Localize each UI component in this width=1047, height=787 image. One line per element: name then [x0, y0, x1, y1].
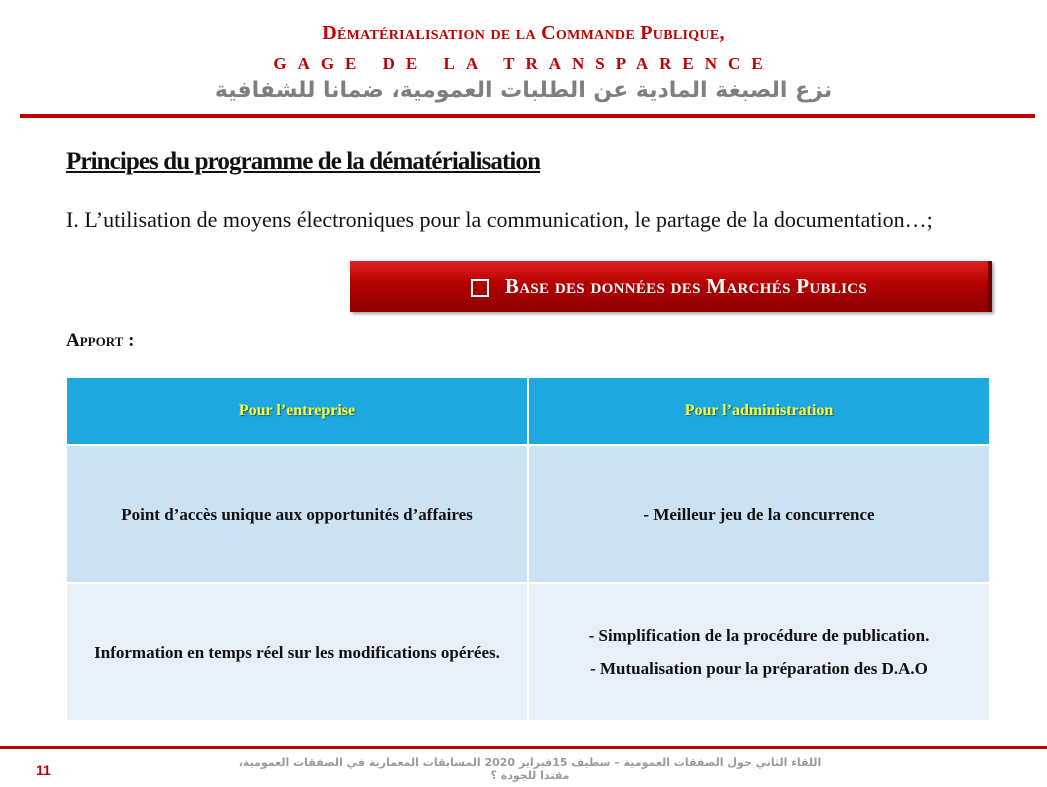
footer-text: اللقاء الثاني حول الصفقات العمومية – سطيف 15فبراير 2020 المسابقات المعمارية في الصفقات العمومية، مقتدا للجودة ؟ — [238, 756, 822, 782]
cell-text: Information en temps réel sur les modifications opérées. — [94, 642, 500, 662]
table-row — [66, 583, 990, 721]
header-title-line1: Dématérialisation de la Commande Publique, — [322, 22, 725, 44]
database-banner — [350, 261, 992, 312]
header-divider — [20, 114, 1035, 118]
table-row — [66, 445, 990, 583]
banner-label: Base des données des Marchés Publics — [504, 274, 868, 298]
page-number: 11 — [36, 762, 51, 778]
table-cell-enterprise — [66, 583, 528, 721]
section-title: Principes du programme de la dématérialisation — [66, 148, 541, 175]
apport-label: Apport : — [66, 330, 135, 351]
header-administration: Pour l’administration — [528, 377, 990, 445]
header-enterprise: Pour l’entreprise — [66, 377, 528, 445]
footer-divider — [0, 746, 1047, 749]
table-cell-administration — [528, 583, 990, 721]
header-title-arabic: نزع الصبغة المادية عن الطلبات العمومية، ضمانا للشفافية — [214, 78, 833, 103]
table-cell-administration — [528, 445, 990, 583]
benefits-table — [65, 376, 991, 722]
header-title-line2: GAGE DE LA TRANSPARENCE — [273, 54, 774, 73]
table-header-row — [66, 377, 990, 445]
table-cell-enterprise — [66, 445, 528, 583]
checkbox-icon — [471, 279, 489, 297]
cell-text: Point d’accès unique aux opportunités d’affaires — [121, 504, 473, 524]
cell-text: - Mutualisation pour la préparation des D.A.O — [590, 659, 928, 678]
section-paragraph: I. L’utilisation de moyens électroniques pour la communication, le partage de la documentation…; — [66, 207, 933, 232]
cell-text: - Simplification de la procédure de publication. — [588, 626, 930, 645]
cell-text: - Meilleur jeu de la concurrence — [643, 504, 875, 524]
